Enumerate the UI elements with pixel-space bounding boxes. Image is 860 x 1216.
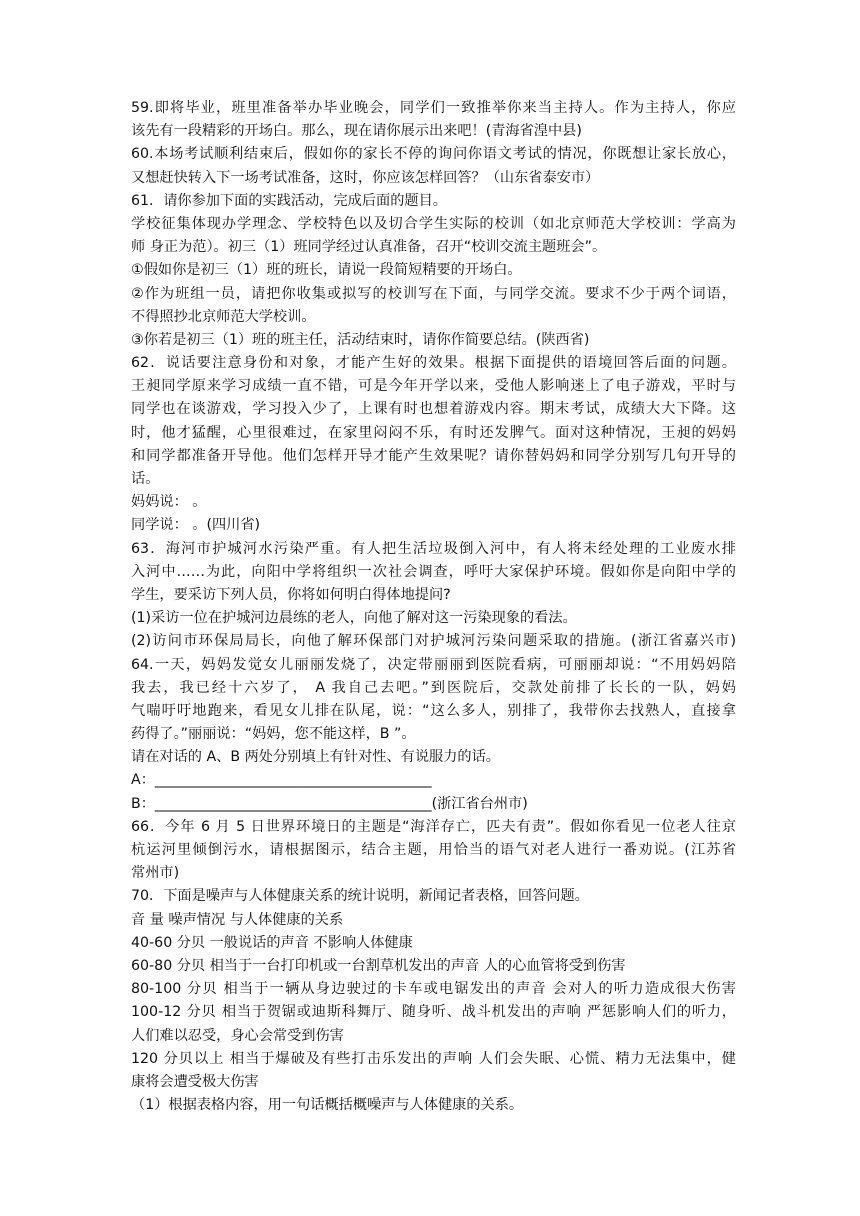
- text-line: 不得照抄北京师范大学校训。: [131, 308, 316, 325]
- text-line: 80-100 分贝 相当于一辆从身边驶过的卡车或电锯发出的声音 会对人的听力造成很大伤害: [131, 981, 736, 998]
- text-line: (1)采访一位在护城河边晨练的老人，向他了解对这一污染现象的看法。: [131, 610, 577, 627]
- text-line: 妈妈说： 。: [131, 494, 207, 511]
- text-line: ②作为班组一员，请把你收集或拟写的校训写在下面，与同学交流。要求不少于两个词语，: [131, 285, 736, 302]
- text-line: 100-12 分贝 相当于贺锯或迪斯科舞厅、随身听、战斗机发出的声响 严惩影响人们的听力，: [131, 1004, 736, 1021]
- text-line: 请在对话的 A、B 两处分别填上有针对性、有说服力的话。: [131, 749, 500, 766]
- text-line: 康将会遭受极大伤害: [131, 1073, 259, 1090]
- text-line: 60.本场考试顺利结束后，假如你的家长不停的询问你语文考试的情况，你既想让家长放心，: [131, 146, 736, 163]
- text-line: 59.即将毕业，班里准备举办毕业晚会，同学们一致推举你来当主持人。作为主持人，你应: [131, 100, 736, 116]
- text-line: 120 分贝以上 相当于爆破及有些打击乐发出的声响 人们会失眠、心慌、精力无法集中，健: [131, 1050, 736, 1067]
- text-line: 人们难以忍受，身心会常受到伤害: [131, 1027, 344, 1044]
- text-line: 王昶同学原来学习成绩一直不错，可是今年开学以来，受他人影响迷上了电子游戏，平时与: [131, 378, 736, 395]
- text-line: A：_______________________________________: [131, 772, 432, 789]
- text-line: 64.一天，妈妈发觉女儿丽丽发烧了，决定带丽丽到医院看病，可丽丽却说：“不用妈妈陪: [131, 656, 736, 673]
- text-line: 杭运河里倾倒污水，请根据图示，结合主题，用恰当的语气对老人进行一番劝说。(江苏省: [131, 842, 736, 858]
- text-line: 学校征集体现办学理念、学校特色以及切合学生实际的校训（如北京师范大学校训：学高为: [131, 215, 736, 232]
- text-line: 61．请你参加下面的实践活动，完成后面的题目。: [131, 192, 447, 209]
- text-line: 又想赶快转入下一场考试准备，这时，你应该怎样回答？（山东省泰安市）: [131, 169, 600, 186]
- text-line: 70．下面是噪声与人体健康关系的统计说明，新闻记者表格，回答问题。: [131, 888, 589, 905]
- text-line: 同学说： 。(四川省): [131, 517, 261, 534]
- text-line: ①假如你是初三（1）班的班长，请说一段简短精要的开场白。: [131, 262, 522, 279]
- text-line: 师 身正为范）。初三（1）班同学经过认真准备，召开“校训交流主题班会”。: [131, 239, 607, 256]
- text-line: 66．今年 6 月 5 日世界环境日的主题是“海洋存亡，匹夫有责”。假如你看见一位老人往京: [131, 818, 736, 835]
- text-line: (2)访问市环保局局长，向他了解环保部门对护城河污染问题采取的措施。(浙江省嘉兴市): [131, 633, 736, 650]
- text-line: 音 量 噪声情况 与人体健康的关系: [131, 911, 344, 928]
- text-line: ③你若是初三（1）班的班主任，活动结束时，请你作简要总结。(陕西省): [131, 331, 590, 348]
- text-line: 40-60 分贝 一般说话的声音 不影响人体健康: [131, 934, 413, 951]
- text-line: 入河中……为此，向阳中学将组织一次社会调查，呼吁大家保护环境。假如你是向阳中学的: [131, 563, 736, 580]
- document-body: [131, 97, 736, 1117]
- text-line: B：_______________________________________(浙江省台州市): [131, 795, 528, 812]
- text-line: 常州市): [131, 865, 180, 882]
- text-line: 63．海河市护城河水污染严重。有人把生活垃圾倒入河中，有人将未经处理的工业废水排: [131, 540, 736, 557]
- text-line: 时，他才猛醒，心里很难过，在家里闷闷不乐，有时还发脾气。面对这种情况，王昶的妈妈: [131, 424, 736, 441]
- text-line: 该先有一段精彩的开场白。那么，现在请你展示出来吧！(青海省湟中县): [131, 123, 582, 140]
- text-line: 同学也在谈游戏，学习投入少了，上课有时也想着游戏内容。期末考试，成绩大大下降。这: [131, 401, 736, 418]
- text-line: 气喘吁吁地跑来，看见女儿排在队尾，说：“这么多人，别排了，我带你去找熟人，直接拿: [131, 702, 736, 719]
- text-line: （1）根据表格内容，用一句话概括概噪声与人体健康的关系。: [131, 1097, 524, 1114]
- text-line: 药得了。”丽丽说：“妈妈，您不能这样，B ”。: [131, 726, 416, 743]
- text-line: 62．说话要注意身份和对象，才能产生好的效果。根据下面提供的语境回答后面的问题。: [131, 355, 736, 372]
- text-line: 和同学都准备开导他。他们怎样开导才能产生效果呢？请你替妈妈和同学分别写几句开导的: [131, 447, 736, 464]
- text-line: 60-80 分贝 相当于一台打印机或一台割草机发出的声音 人的心血管将受到伤害: [131, 957, 626, 974]
- text-line: 学生，要采访下列人员，你将如何明白得体地提问?: [131, 586, 451, 603]
- text-line: 话。: [131, 471, 160, 487]
- text-line: 我去，我已经十六岁了， A 我自己去吧。”到医院后，交款处前排了长长的一队，妈妈: [131, 679, 736, 696]
